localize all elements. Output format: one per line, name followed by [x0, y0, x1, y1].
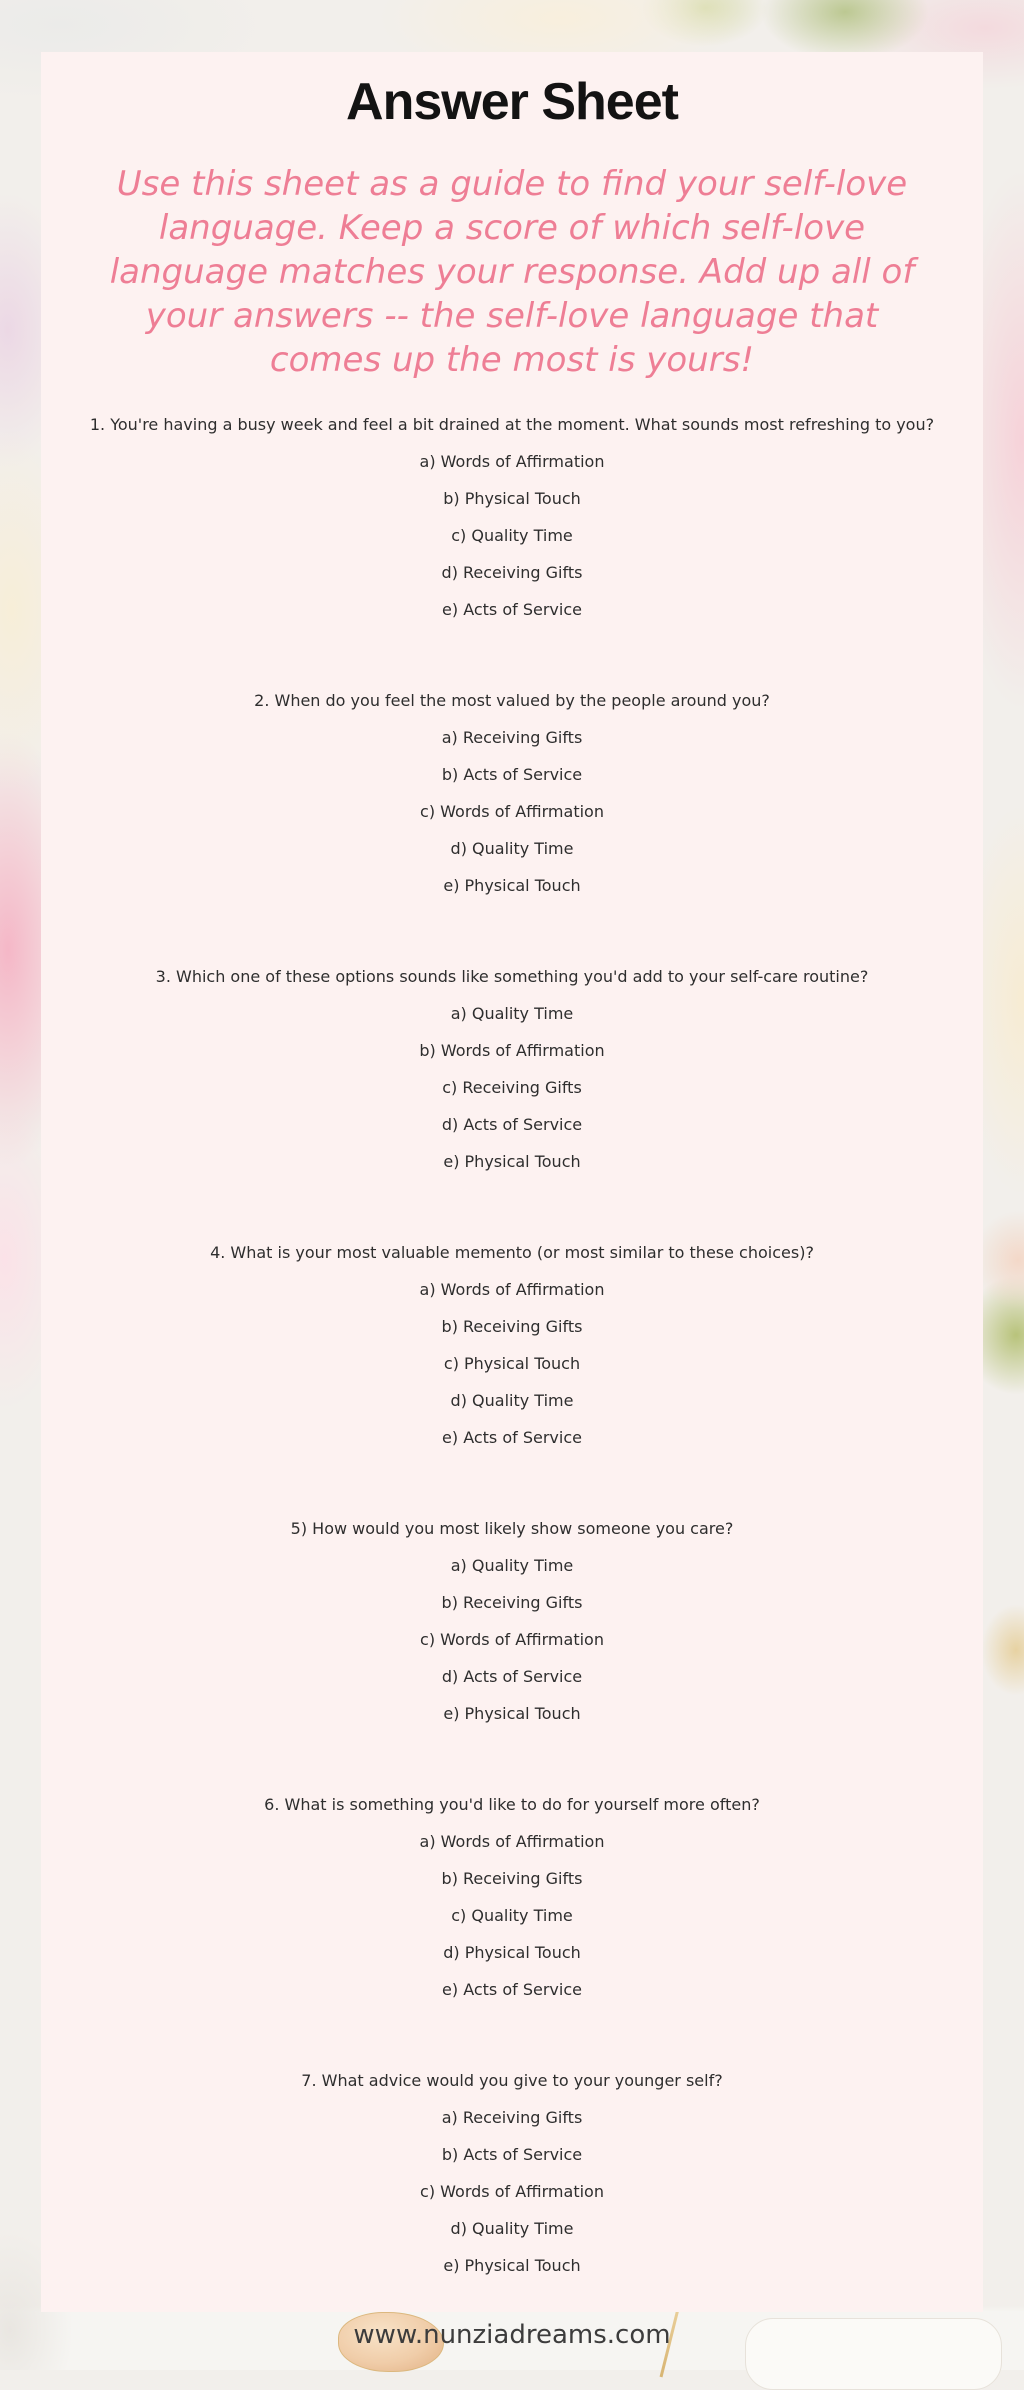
option-a: a) Words of Affirmation	[419, 1832, 605, 1851]
question-list	[41, 416, 983, 2274]
question-text: 3. Which one of these options sounds like something you'd add to your self-care routine?	[155, 967, 869, 986]
option-c: c) Quality Time	[451, 1906, 573, 1925]
option-b: b) Acts of Service	[441, 2145, 583, 2164]
option-d: d) Acts of Service	[441, 1667, 583, 1686]
page-title: Answer Sheet	[346, 73, 678, 131]
question-text: 6. What is something you'd like to do for yourself more often?	[264, 1795, 760, 1814]
option-d: d) Physical Touch	[443, 1943, 581, 1962]
option-e: e) Acts of Service	[442, 1428, 582, 1447]
question-2	[41, 692, 983, 894]
option-b: b) Words of Affirmation	[419, 1041, 605, 1060]
intro-line: language. Keep a score of which self-love	[158, 208, 866, 248]
option-d: d) Receiving Gifts	[441, 563, 583, 582]
option-c: c) Physical Touch	[443, 1354, 581, 1373]
option-b: b) Acts of Service	[441, 765, 583, 784]
option-c: c) Words of Affirmation	[420, 802, 604, 821]
question-5	[41, 1520, 983, 1722]
question-text: 1. You're having a busy week and feel a bit drained at the moment. What sounds most refreshing to you?	[89, 415, 935, 434]
option-b: b) Receiving Gifts	[441, 1317, 583, 1336]
option-c: c) Quality Time	[451, 526, 573, 545]
option-a: a) Quality Time	[450, 1556, 574, 1575]
option-a: a) Receiving Gifts	[441, 2108, 583, 2127]
question-7	[41, 2072, 983, 2274]
option-c: c) Words of Affirmation	[420, 2182, 604, 2201]
option-c: c) Receiving Gifts	[442, 1078, 582, 1097]
option-e: e) Physical Touch	[443, 1704, 581, 1723]
option-a: a) Receiving Gifts	[441, 728, 583, 747]
question-text: 7. What advice would you give to your younger self?	[301, 2071, 723, 2090]
option-a: a) Words of Affirmation	[419, 1280, 605, 1299]
question-text: 4. What is your most valuable memento (or most similar to these choices)?	[210, 1243, 814, 1262]
option-a: a) Words of Affirmation	[419, 452, 605, 471]
option-b: b) Physical Touch	[443, 489, 581, 508]
option-d: d) Quality Time	[450, 2219, 574, 2238]
question-1	[41, 416, 983, 618]
intro-line: Use this sheet as a guide to find your self-love	[116, 164, 908, 204]
answer-sheet-panel	[41, 52, 983, 2312]
question-text: 2. When do you feel the most valued by the people around you?	[254, 691, 770, 710]
option-e: e) Acts of Service	[442, 1980, 582, 1999]
question-3	[41, 968, 983, 1170]
question-4	[41, 1244, 983, 1446]
option-c: c) Words of Affirmation	[420, 1630, 604, 1649]
intro-text	[41, 162, 983, 382]
option-e: e) Physical Touch	[443, 876, 581, 895]
website-url: www.nunziadreams.com	[353, 2320, 671, 2350]
question-text: 5) How would you most likely show someone you care?	[290, 1519, 734, 1538]
intro-line: comes up the most is yours!	[269, 340, 755, 380]
option-e: e) Acts of Service	[442, 600, 582, 619]
intro-line: language matches your response. Add up all of	[109, 252, 915, 292]
question-6	[41, 1796, 983, 1998]
option-e: e) Physical Touch	[443, 2256, 581, 2275]
option-d: d) Acts of Service	[441, 1115, 583, 1134]
option-d: d) Quality Time	[450, 839, 574, 858]
option-d: d) Quality Time	[450, 1391, 574, 1410]
option-a: a) Quality Time	[450, 1004, 574, 1023]
option-b: b) Receiving Gifts	[441, 1593, 583, 1612]
option-b: b) Receiving Gifts	[441, 1869, 583, 1888]
intro-line: your answers -- the self-love language that	[145, 296, 879, 336]
option-e: e) Physical Touch	[443, 1152, 581, 1171]
